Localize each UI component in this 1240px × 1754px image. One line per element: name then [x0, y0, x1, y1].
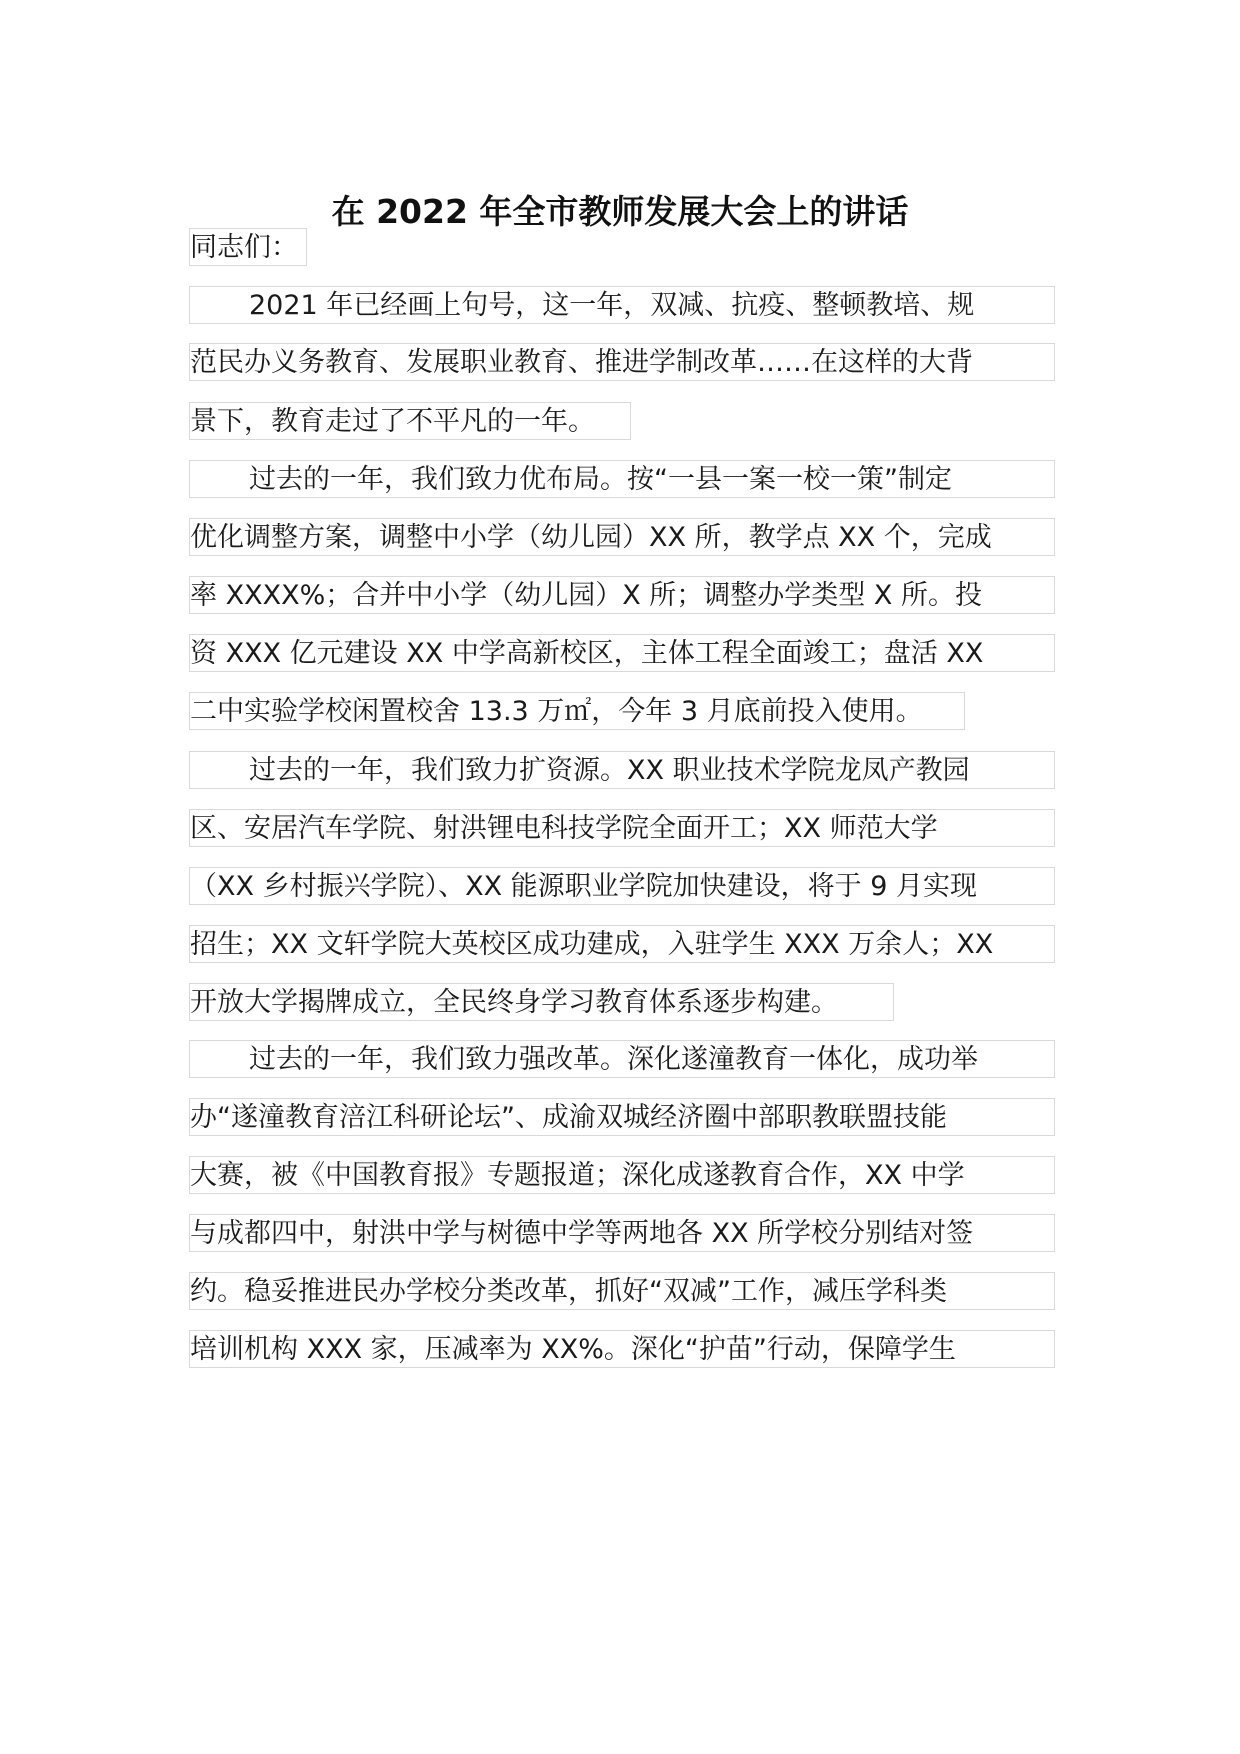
paragraph-line: 培训机构 XXX 家，压减率为 XX%。深化“护苗”行动，保障学生 — [189, 1330, 1055, 1368]
paragraph-line: 率 XXXX%；合并中小学（幼儿园）X 所；调整办学类型 X 所。投 — [189, 576, 1055, 614]
page-title: 在 2022 年全市教师发展大会上的讲话 — [331, 192, 909, 231]
paragraph-line: 资 XXX 亿元建设 XX 中学高新校区，主体工程全面竣工；盘活 XX — [189, 634, 1055, 672]
paragraph-line: 过去的一年，我们致力优布局。按“一县一案一校一策”制定 — [189, 460, 1055, 498]
paragraph-line: 2021 年已经画上句号，这一年，双减、抗疫、整顿教培、规 — [189, 286, 1055, 324]
paragraph-line: 范民办义务教育、发展职业教育、推进学制改革……在这样的大背 — [189, 343, 1055, 381]
paragraph-line: 办“遂潼教育涪江科研论坛”、成渝双城经济圈中部职教联盟技能 — [189, 1098, 1055, 1136]
paragraph-line: 景下，教育走过了不平凡的一年。 — [189, 402, 631, 440]
paragraph-line: 优化调整方案，调整中小学（幼儿园）XX 所，教学点 XX 个，完成 — [189, 518, 1055, 556]
paragraph-line: 约。稳妥推进民办学校分类改革，抓好“双减”工作，减压学科类 — [189, 1272, 1055, 1310]
salutation: 同志们： — [189, 228, 307, 266]
paragraph-line: （XX 乡村振兴学院）、XX 能源职业学院加快建设，将于 9 月实现 — [189, 867, 1055, 905]
paragraph-line: 区、安居汽车学院、射洪锂电科技学院全面开工；XX 师范大学 — [189, 809, 1055, 847]
paragraph-line: 大赛，被《中国教育报》专题报道；深化成遂教育合作，XX 中学 — [189, 1156, 1055, 1194]
paragraph-line: 与成都四中，射洪中学与树德中学等两地各 XX 所学校分别结对签 — [189, 1214, 1055, 1252]
paragraph-line: 过去的一年，我们致力扩资源。XX 职业技术学院龙凤产教园 — [189, 751, 1055, 789]
paragraph-line: 过去的一年，我们致力强改革。深化遂潼教育一体化，成功举 — [189, 1040, 1055, 1078]
paragraph-line: 招生；XX 文轩学院大英校区成功建成，入驻学生 XXX 万余人；XX — [189, 925, 1055, 963]
paragraph-line: 开放大学揭牌成立，全民终身学习教育体系逐步构建。 — [189, 983, 894, 1021]
paragraph-line: 二中实验学校闲置校舍 13.3 万㎡，今年 3 月底前投入使用。 — [189, 692, 965, 730]
